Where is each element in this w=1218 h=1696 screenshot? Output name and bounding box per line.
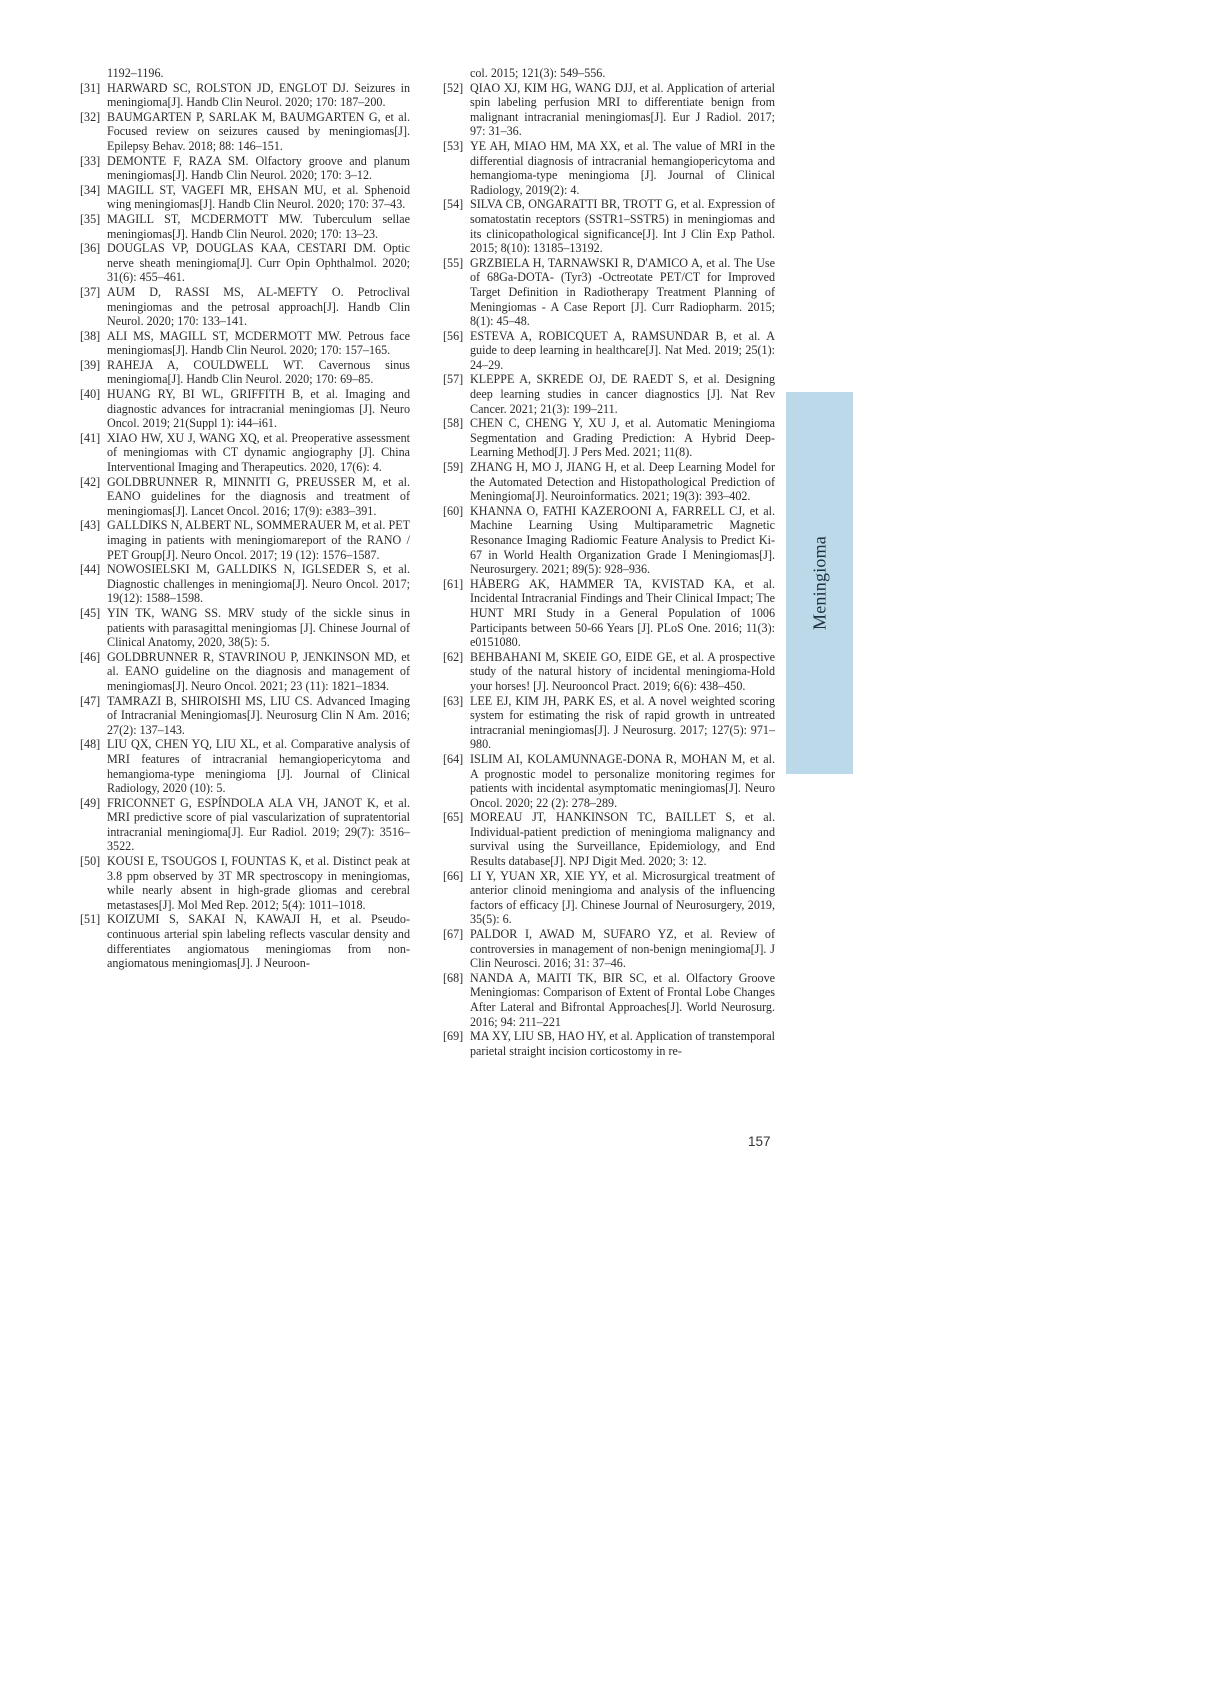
- reference-text: TAMRAZI B, SHIROISHI MS, LIU CS. Advanced Imaging of Intracranial Meningiomas[J]. Neurosurg Clin N Am. 2016; 27(2): 137–143.: [107, 693, 410, 737]
- reference-entry: [443, 810, 775, 868]
- reference-number: [52]: [443, 80, 464, 95]
- reference-entry: [80, 737, 410, 795]
- reference-entry: [80, 329, 410, 358]
- reference-number: [51]: [80, 912, 101, 927]
- references-column-right: [443, 66, 775, 1058]
- reference-number: [37]: [80, 284, 101, 299]
- reference-entry: [80, 475, 410, 519]
- reference-text: KLEPPE A, SKREDE OJ, DE RAEDT S, et al. Designing deep learning studies in cancer diagnostics [J]. Nat Rev Cancer. 2021; 21(3): 199–211.: [470, 372, 775, 416]
- reference-number: [47]: [80, 693, 101, 708]
- reference-number: [35]: [80, 211, 101, 226]
- reference-text: ALI MS, MAGILL ST, MCDERMOTT MW. Petrous face meningiomas[J]. Handb Clin Neurol. 2020; 170: 157–165.: [107, 328, 410, 358]
- reference-number: [44]: [80, 562, 101, 577]
- reference-number: [59]: [443, 460, 464, 475]
- reference-number: [65]: [443, 810, 464, 825]
- reference-entry: [80, 241, 410, 285]
- reference-text: XIAO HW, XU J, WANG XQ, et al. Preoperative assessment of meningiomas with CT dynamic angiography [J]. China Interventional Imaging and Therapeutics. 2020, 17(6): 4.: [107, 430, 410, 475]
- reference-entry: [80, 431, 410, 475]
- reference-text: NOWOSIELSKI M, GALLDIKS N, IGLSEDER S, et al. Diagnostic challenges in meningioma[J]. Neuro Oncol. 2017; 19(12): 1588–1598.: [107, 562, 410, 606]
- section-side-tab: [786, 392, 853, 774]
- reference-text: YE AH, MIAO HM, MA XX, et al. The value of MRI in the differential diagnosis of intracranial hemangiopericytoma and hemangioma-type meningioma [J]. Journal of Clinical Radiology, 2019(2): 4.: [470, 138, 775, 197]
- reference-text: GRZBIELA H, TARNAWSKI R, D'AMICO A, et al. The Use of 68Ga-DOTA- (Tyr3) -Octreotate PET/CT for Improved Target Definition in Radiotherapy Treatment Planning of Meningiomas - A Case Report [J]. Curr Radiopharm. 2015; 8(1): 45–48.: [470, 255, 775, 329]
- reference-entry: [443, 927, 775, 971]
- reference-entry: [443, 752, 775, 810]
- reference-text: RAHEJA A, COULDWELL WT. Cavernous sinus meningioma[J]. Handb Clin Neurol. 2020; 170: 69–85.: [107, 357, 410, 387]
- reference-text: KOIZUMI S, SAKAI N, KAWAJI H, et al. Pseudo-continuous arterial spin labeling reflects vascular density and differentiates angiomatous meningiomas from non-angiomatous meningiomas[J]. J Neuroon-: [107, 912, 410, 971]
- reference-number: [63]: [443, 693, 464, 708]
- reference-entry: [443, 650, 775, 694]
- reference-number: [60]: [443, 503, 464, 518]
- reference-entry: [443, 81, 775, 139]
- reference-entry: [80, 387, 410, 431]
- reference-number: [58]: [443, 416, 464, 431]
- reference-entry: [80, 562, 410, 606]
- reference-entry: [80, 854, 410, 912]
- references-column-left: [80, 66, 410, 971]
- reference-text: ISLIM AI, KOLAMUNNAGE-DONA R, MOHAN M, et al. A prognostic model to personalize monitoring regimes for patients with incidental asymptomatic meningiomas[J]. Neuro Oncol. 2020; 22 (2): 278–289.: [470, 751, 775, 810]
- reference-text: HARWARD SC, ROLSTON JD, ENGLOT DJ. Seizures in meningioma[J]. Handb Clin Neurol. 2020; 170: 187–200.: [107, 80, 410, 110]
- reference-number: [43]: [80, 518, 101, 533]
- reference-entry: [80, 518, 410, 562]
- reference-continuation: 1192–1196.: [107, 66, 164, 80]
- reference-entry: [80, 212, 410, 241]
- reference-entry: [80, 912, 410, 970]
- reference-entry: [80, 110, 410, 154]
- reference-number: [68]: [443, 970, 464, 985]
- reference-list: [80, 81, 410, 971]
- reference-entry: [443, 694, 775, 752]
- reference-number: [31]: [80, 80, 101, 95]
- reference-number: [40]: [80, 387, 101, 402]
- reference-entry: [443, 869, 775, 927]
- reference-number: [69]: [443, 1029, 464, 1044]
- reference-number: [46]: [80, 649, 101, 664]
- reference-entry: [443, 504, 775, 577]
- reference-number: [42]: [80, 474, 101, 489]
- reference-entry: [443, 971, 775, 1029]
- reference-text: MAGILL ST, VAGEFI MR, EHSAN MU, et al. Sphenoid wing meningiomas[J]. Handb Clin Neurol. 2020; 170: 37–43.: [107, 182, 410, 212]
- reference-number: [34]: [80, 182, 101, 197]
- reference-text: AUM D, RASSI MS, AL-MEFTY O. Petroclival meningiomas and the petrosal approach[J]. Handb Clin Neurol. 2020; 170: 133–141.: [107, 284, 410, 329]
- reference-text: NANDA A, MAITI TK, BIR SC, et al. Olfactory Groove Meningiomas: Comparison of Extent of Frontal Lobe Changes After Lateral and Bifrontal Approaches[J]. World Neurosurg. 2016; 94: 211–221: [470, 970, 775, 1029]
- reference-entry: [80, 694, 410, 738]
- reference-number: [33]: [80, 153, 101, 168]
- reference-entry: [443, 577, 775, 650]
- reference-entry: [443, 256, 775, 329]
- reference-text: ESTEVA A, ROBICQUET A, RAMSUNDAR B, et al. A guide to deep learning in healthcare[J]. Nat Med. 2019; 25(1): 24–29.: [470, 328, 775, 372]
- reference-text: GOLDBRUNNER R, STAVRINOU P, JENKINSON MD, et al. EANO guideline on the diagnosis and management of meningiomas[J]. Neuro Oncol. 2021; 23 (11): 1821–1834.: [107, 649, 410, 693]
- reference-text: BAUMGARTEN P, SARLAK M, BAUMGARTEN G, et al. Focused review on seizures caused by meningiomas[J]. Epilepsy Behav. 2018; 88: 146–151.: [107, 109, 410, 153]
- reference-entry: [80, 285, 410, 329]
- reference-text: BEHBAHANI M, SKEIE GO, EIDE GE, et al. A prospective study of the natural history of incidental meningioma-Hold your horses! [J]. Neurooncol Pract. 2019; 6(6): 438–450.: [470, 649, 775, 693]
- reference-number: [67]: [443, 927, 464, 942]
- reference-text: FRICONNET G, ESPÍNDOLA ALA VH, JANOT K, et al. MRI predictive score of pial vascularization of supratentorial intracranial meningioma[J]. Eur Radiol. 2019; 29(7): 3516–3522.: [107, 795, 410, 854]
- reference-entry: [80, 606, 410, 650]
- reference-entry: [80, 796, 410, 854]
- reference-entry: [80, 154, 410, 183]
- reference-number: [48]: [80, 737, 101, 752]
- reference-entry: [443, 139, 775, 197]
- page-number: 157: [748, 1134, 771, 1149]
- reference-text: QIAO XJ, KIM HG, WANG DJJ, et al. Application of arterial spin labeling perfusion MRI to differentiate benign from malignant intracranial meningiomas[J]. Eur J Radiol. 2017; 97: 31–36.: [470, 80, 775, 139]
- reference-number: [50]: [80, 854, 101, 869]
- reference-number: [56]: [443, 328, 464, 343]
- reference-text: DEMONTE F, RAZA SM. Olfactory groove and planum meningiomas[J]. Handb Clin Neurol. 2020; 170: 3–12.: [107, 153, 410, 183]
- reference-number: [49]: [80, 795, 101, 810]
- reference-number: [53]: [443, 138, 464, 153]
- reference-text: SILVA CB, ONGARATTI BR, TROTT G, et al. Expression of somatostatin receptors (SSTR1–SSTR5) in meningiomas and its clinicopathological significance[J]. Int J Clin Exp Pathol. 2015; 8(10): 13185–13192.: [470, 197, 775, 256]
- reference-number: [41]: [80, 430, 101, 445]
- reference-entry: [80, 358, 410, 387]
- reference-number: [32]: [80, 109, 101, 124]
- reference-number: [64]: [443, 751, 464, 766]
- reference-number: [38]: [80, 328, 101, 343]
- reference-text: MAGILL ST, MCDERMOTT MW. Tuberculum sellae meningiomas[J]. Handb Clin Neurol. 2020; 170: 13–23.: [107, 211, 410, 241]
- reference-text: HUANG RY, BI WL, GRIFFITH B, et al. Imaging and diagnostic advances for intracranial meningiomas [J]. Neuro Oncol. 2019; 21(Suppl 1): i44–i61.: [107, 387, 410, 431]
- reference-number: [61]: [443, 576, 464, 591]
- reference-text: LI Y, YUAN XR, XIE YY, et al. Microsurgical treatment of anterior clinoid meningioma and analysis of the influencing factors of efficacy [J]. Chinese Journal of Neurosurgery, 2019, 35(5): 6.: [470, 868, 775, 927]
- reference-text: PALDOR I, AWAD M, SUFARO YZ, et al. Review of controversies in management of non-benign meningioma[J]. J Clin Neurosci. 2016; 31: 37–46.: [470, 927, 775, 971]
- reference-text: DOUGLAS VP, DOUGLAS KAA, CESTARI DM. Optic nerve sheath meningioma[J]. Curr Opin Ophthalmol. 2020; 31(6): 455–461.: [107, 241, 410, 285]
- reference-entry: [443, 197, 775, 255]
- reference-continuation: col. 2015; 121(3): 549–556.: [470, 66, 606, 80]
- reference-text: YIN TK, WANG SS. MRV study of the sickle sinus in patients with parasagittal meningiomas [J]. Chinese Journal of Clinical Anatomy, 2020, 38(5): 5.: [107, 605, 410, 650]
- reference-text: KOUSI E, TSOUGOS I, FOUNTAS K, et al. Distinct peak at 3.8 ppm observed by 3T MR spectroscopy in meningiomas, while nearly absent in high-grade gliomas and cerebral metastases[J]. Mol Med Rep. 2012; 5(4): 1011–1018.: [107, 854, 410, 912]
- reference-number: [66]: [443, 868, 464, 883]
- reference-text: MOREAU JT, HANKINSON TC, BAILLET S, et al. Individual-patient prediction of meningioma malignancy and survival using the Surveillance, Epidemiology, and End Results database[J]. NPJ Digit Med. 2020; 3: 12.: [470, 810, 775, 869]
- reference-number: [36]: [80, 241, 101, 256]
- reference-number: [45]: [80, 605, 101, 620]
- reference-text: KHANNA O, FATHI KAZEROONI A, FARRELL CJ, et al. Machine Learning Using Multiparametric Magnetic Resonance Imaging Radiomic Feature Analysis to Predict Ki-67 in World Health Organization Grade I Meningiomas[J]. Neurosurgery. 2021; 89(5): 928–936.: [470, 503, 775, 577]
- reference-text: CHEN C, CHENG Y, XU J, et al. Automatic Meningioma Segmentation and Grading Prediction: A Hybrid Deep-Learning Method[J]. J Pers Med. 2021; 11(8).: [470, 416, 775, 460]
- reference-text: ZHANG H, MO J, JIANG H, et al. Deep Learning Model for the Automated Detection and Histopathological Prediction of Meningioma[J]. Neuroinformatics. 2021; 19(3): 393–402.: [470, 460, 775, 504]
- reference-text: LEE EJ, KIM JH, PARK ES, et al. A novel weighted scoring system for estimating the risk of rapid growth in untreated intracranial meningiomas[J]. J Neurosurg. 2017; 127(5): 971–980.: [470, 693, 775, 752]
- reference-entry: [443, 1029, 775, 1058]
- reference-entry: [443, 329, 775, 373]
- reference-entry: [443, 416, 775, 460]
- section-side-tab-label: Meningioma: [809, 536, 829, 630]
- reference-entry: [80, 650, 410, 694]
- reference-text: GALLDIKS N, ALBERT NL, SOMMERAUER M, et al. PET imaging in patients with meningiomareport of the RANO / PET Group[J]. Neuro Oncol. 2017; 19 (12): 1576–1587.: [107, 518, 410, 562]
- reference-entry: [443, 460, 775, 504]
- reference-entry: [80, 81, 410, 110]
- reference-number: [54]: [443, 197, 464, 212]
- reference-entry: [80, 183, 410, 212]
- reference-number: [62]: [443, 649, 464, 664]
- reference-text: LIU QX, CHEN YQ, LIU XL, et al. Comparative analysis of MRI features of intracranial hemangiopericytoma and hemangioma-type meningioma [J]. Journal of Clinical Radiology, 2020 (10): 5.: [107, 737, 410, 796]
- reference-text: MA XY, LIU SB, HAO HY, et al. Application of transtemporal parietal straight incision corticostomy in re-: [470, 1029, 775, 1058]
- reference-number: [55]: [443, 255, 464, 270]
- reference-entry: [443, 372, 775, 416]
- reference-list: [443, 81, 775, 1059]
- reference-text: GOLDBRUNNER R, MINNITI G, PREUSSER M, et al. EANO guidelines for the diagnosis and treatment of meningiomas[J]. Lancet Oncol. 2016; 17(9): e383–391.: [107, 474, 410, 518]
- reference-text: HÅBERG AK, HAMMER TA, KVISTAD KA, et al. Incidental Intracranial Findings and Their Clinical Impact; The HUNT MRI Study in a General Population of 1006 Participants between 50-66 Years [J]. PLoS One. 2016; 11(3): e0151080.: [470, 576, 775, 650]
- reference-number: [39]: [80, 357, 101, 372]
- reference-number: [57]: [443, 372, 464, 387]
